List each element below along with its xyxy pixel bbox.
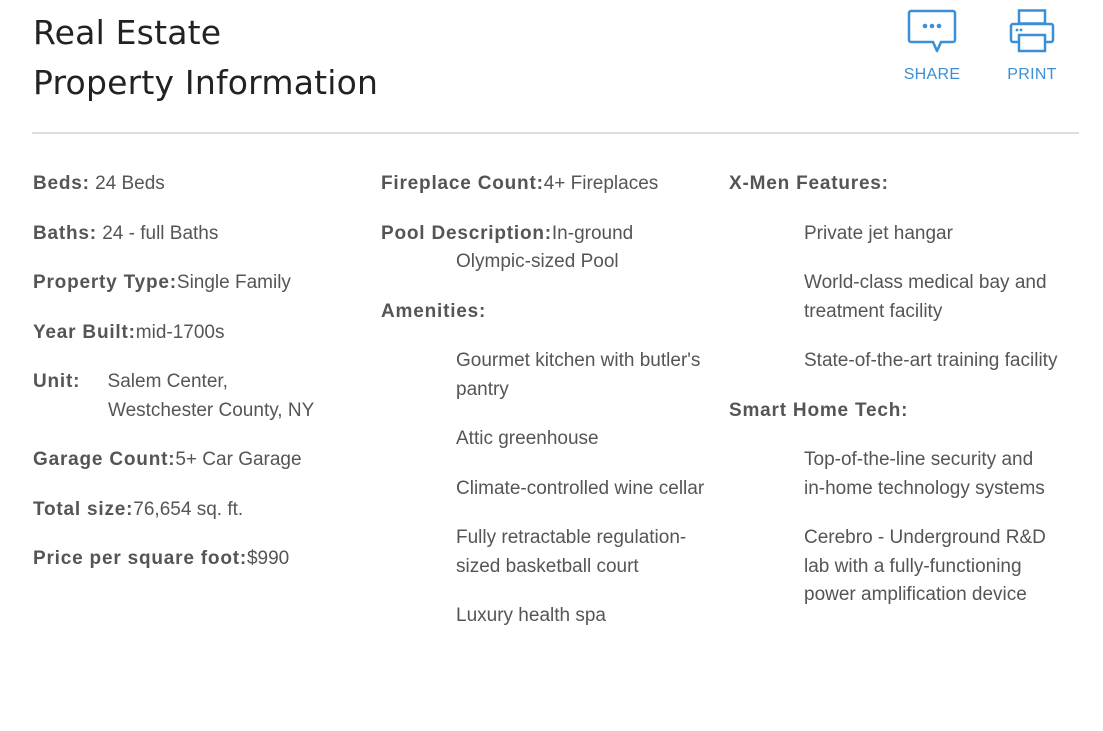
smart-home-list bbox=[729, 446, 1059, 610]
share-button[interactable] bbox=[892, 8, 972, 84]
garage-row bbox=[33, 446, 363, 475]
garage-value: 5+ Car Garage bbox=[175, 449, 302, 470]
unit-label: Unit: bbox=[33, 371, 81, 392]
list-item: State-of-the-art training facility bbox=[804, 350, 1058, 371]
fireplace-label: Fireplace Count: bbox=[381, 173, 544, 194]
title-line-2: Property Information bbox=[33, 63, 379, 102]
year-built-value: mid-1700s bbox=[135, 321, 225, 343]
list-item: Cerebro - Underground R&D lab with a fully-functioning power amplification device bbox=[804, 527, 1046, 605]
property-type-value: Single Family bbox=[176, 272, 291, 293]
xmen-features-label: X-Men Features: bbox=[729, 173, 889, 194]
price-sqft-value: $990 bbox=[246, 548, 290, 569]
unit-value-line-2: Westchester County, NY bbox=[108, 399, 315, 421]
price-sqft-row bbox=[33, 545, 363, 574]
unit-value-line-1: Salem Center, bbox=[107, 371, 228, 392]
fireplace-row bbox=[381, 170, 711, 199]
smart-home-label: Smart Home Tech: bbox=[729, 399, 909, 421]
baths-value: 24 - full Baths bbox=[102, 222, 219, 244]
list-item: Attic greenhouse bbox=[456, 428, 599, 449]
property-type-row bbox=[33, 269, 363, 298]
year-built-label: Year Built: bbox=[33, 321, 136, 343]
beds-label: Beds: bbox=[33, 173, 90, 194]
baths-label: Baths: bbox=[33, 222, 97, 244]
printer-icon bbox=[992, 8, 1072, 56]
header-divider bbox=[32, 132, 1079, 134]
pool-value-line-2: Olympic-sized Pool bbox=[456, 251, 619, 272]
print-button[interactable] bbox=[992, 8, 1072, 84]
unit-row bbox=[33, 368, 363, 425]
page-title bbox=[33, 8, 378, 108]
total-size-row bbox=[33, 496, 363, 525]
year-built-row bbox=[33, 319, 363, 348]
list-item: Luxury health spa bbox=[456, 605, 606, 626]
baths-row bbox=[33, 220, 363, 249]
list-item: World-class medical bay and treatment facility bbox=[804, 272, 1047, 322]
title-line-1: Real Estate bbox=[33, 13, 222, 52]
garage-label: Garage Count: bbox=[33, 449, 176, 470]
list-item: Private jet hangar bbox=[804, 222, 953, 244]
special-features-column bbox=[729, 170, 1059, 610]
share-label: SHARE bbox=[903, 66, 961, 83]
print-label: PRINT bbox=[1007, 66, 1057, 83]
fireplace-value: 4+ Fireplaces bbox=[543, 173, 659, 194]
details-column bbox=[33, 170, 363, 595]
pool-value-line-1: In-ground bbox=[551, 222, 634, 244]
pool-row bbox=[381, 220, 711, 277]
amenities-list bbox=[381, 347, 711, 631]
list-item: Fully retractable regulation-sized basketball court bbox=[456, 527, 687, 577]
speech-bubble-icon bbox=[892, 8, 972, 56]
price-sqft-label: Price per square foot: bbox=[33, 548, 247, 569]
beds-value: 24 Beds bbox=[95, 173, 165, 194]
pool-label: Pool Description: bbox=[381, 222, 552, 244]
property-type-label: Property Type: bbox=[33, 272, 177, 293]
xmen-features-list bbox=[729, 220, 1059, 376]
list-item: Climate-controlled wine cellar bbox=[456, 477, 705, 499]
total-size-label: Total size: bbox=[33, 498, 134, 520]
amenities-label: Amenities: bbox=[381, 300, 487, 322]
features-column bbox=[381, 170, 711, 631]
total-size-value: 76,654 sq. ft. bbox=[133, 498, 244, 520]
list-item: Gourmet kitchen with butler's pantry bbox=[456, 350, 701, 400]
list-item: Top-of-the-line security and in-home technology systems bbox=[804, 449, 1045, 499]
beds-row bbox=[33, 170, 363, 199]
